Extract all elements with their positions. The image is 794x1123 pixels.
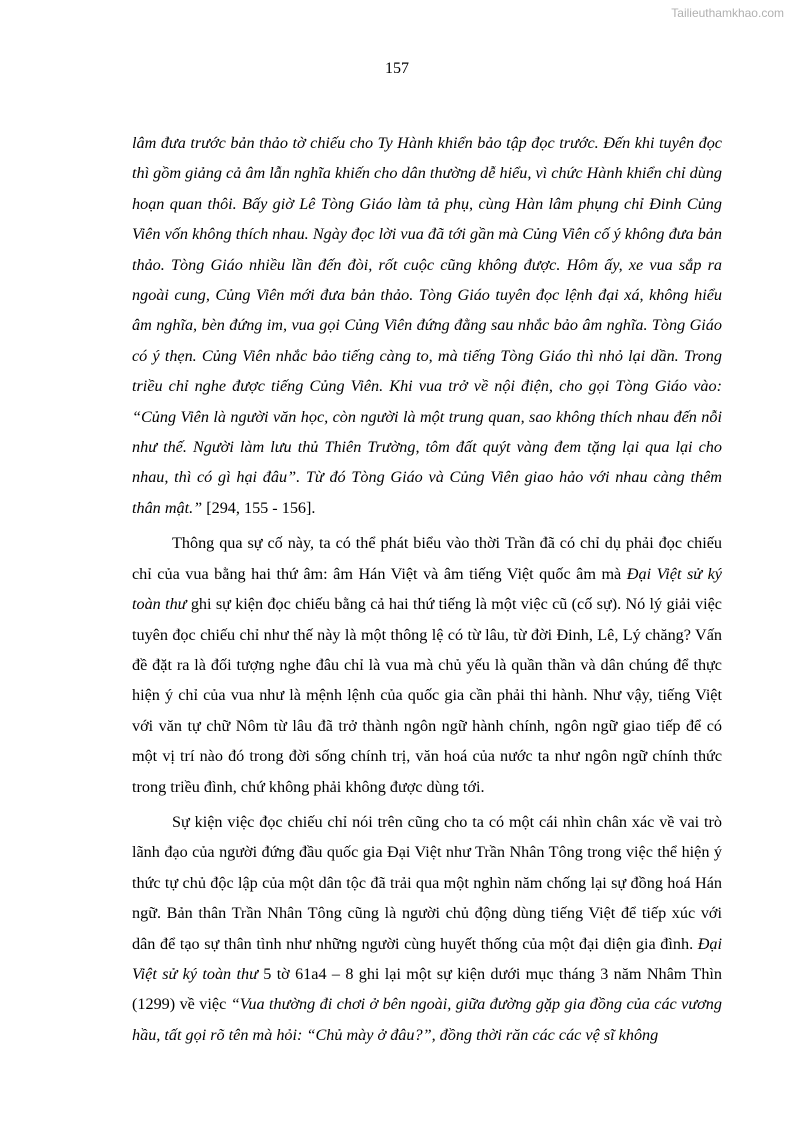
paragraph-2-text-1: Thông qua sự cố này, ta có thể phát biểu vào thời Trần đã có chỉ dụ phải đọc chiếu chỉ của vua bằng hai thứ âm: âm Hán Việt và âm tiếng Việt quốc âm mà — [132, 534, 722, 583]
quoted-text: “Vua thường đi chơi ở bên ngoài, giữa đường gặp gia đồng của các vương hầu, tất gọi rõ tên mà hỏi: “Chủ mày ở đâu?”, đồng thời răn các các vệ sĩ không — [132, 995, 722, 1044]
book-title: Đại Việt sử ký toàn thư — [132, 564, 722, 614]
quoted-text: lâm đưa trước bản thảo tờ chiếu cho Ty Hành khiển bảo tập đọc trước. Đến khi tuyên đọc thì gồm giảng cả âm lẫn nghĩa khiến cho dân thường dễ hiểu, vì chức Hành khiển chỉ dùng hoạn quan thôi. Bấy giờ Lê Tòng Giáo làm tả phụ, cùng Hàn lâm phụng chỉ Đinh Củng Viên vốn không thích nhau. Ngày đọc lời vua đã tới gần mà Củng Viên cố ý không đưa bản thảo. Tòng Giáo nhiều lần đến đòi, rốt cuộc cũng không được. Hôm ấy, xe vua sắp ra ngoài cung, Củng Viên mới đưa bản thảo. Tòng Giáo tuyên đọc lệnh đại xá, không hiểu âm nghĩa, bèn đứng im, vua gọi Củng Viên đứng đằng sau nhắc bảo âm nghĩa. Tòng Giáo có ý thẹn. Củng Viên nhắc bảo tiếng càng to, mà tiếng Tòng Giáo thì nhỏ lại dần. Trong triều chỉ nghe được tiếng Củng Viên. Khi vua trở về nội điện, cho gọi Tòng Giáo vào: “Củng Viên là người văn học, còn người là một trung quan, sao không thích nhau đến nỗi như thế. Người làm lưu thủ Thiên Trường, tôm đất quýt vàng đem tặng lại qua lại cho nhau, thì có gì hại đâu”. Từ đó Tòng Giáo và Củng Viên giao hảo với nhau càng thêm thân mật.” — [132, 134, 722, 517]
citation: [294, 155 - 156]. — [202, 498, 316, 517]
paragraph-3 — [132, 807, 722, 1050]
watermark: Tailieuthamkhao.com — [671, 6, 784, 20]
book-title: Đại Việt sử ký toàn thư — [132, 934, 722, 983]
quote-paragraph — [132, 128, 722, 523]
paragraph-3-text-1: Sự kiện việc đọc chiếu chỉ nói trên cũng cho ta có một cái nhìn chân xác về vai trò lãnh đạo của người đứng đầu quốc gia Đại Việt như Trần Nhân Tông trong việc thể hiện ý thức tự chủ độc lập của một dân tộc đã trải qua một nghìn năm chống lại sự đồng hoá Hán ngữ. Bản thân Trần Nhân Tông cũng là người chủ động dùng tiếng Việt để tiếp xúc với dân để tạo sự thân tình như những người cùng huyết thống của một đại diện gia đình. — [132, 812, 722, 953]
paragraph-2 — [132, 528, 722, 802]
paragraph-3-text-2: 5 tờ 61a4 – 8 ghi lại một sự kiện dưới mục tháng 3 năm Nhâm Thìn (1299) về việc — [132, 964, 723, 1014]
page-number: 157 — [385, 60, 409, 77]
document-body — [132, 128, 722, 1055]
paragraph-2-text-2: ghi sự kiện đọc chiếu bằng cả hai thứ tiếng là một việc cũ (cố sự). Nó lý giải việc tuyên đọc chiếu chỉ như thế này là một thông lệ có từ lâu, từ đời Đinh, Lê, Lý chăng? Vấn đề đặt ra là đối tượng nghe đâu chỉ là vua mà chủ yếu là quần thần và dân chúng để thực hiện ý chỉ của vua như là mệnh lệnh của quốc gia cần phải thi hành. Như vậy, tiếng Việt với văn tự chữ Nôm từ lâu đã trở thành ngôn ngữ hành chính, ngôn ngữ giao tiếp để có một vị trí nào đó trong đời sống chính trị, văn hoá của nước ta như ngôn ngữ chính thức trong triều đình, chứ không phải không được dùng tới. — [132, 595, 722, 796]
